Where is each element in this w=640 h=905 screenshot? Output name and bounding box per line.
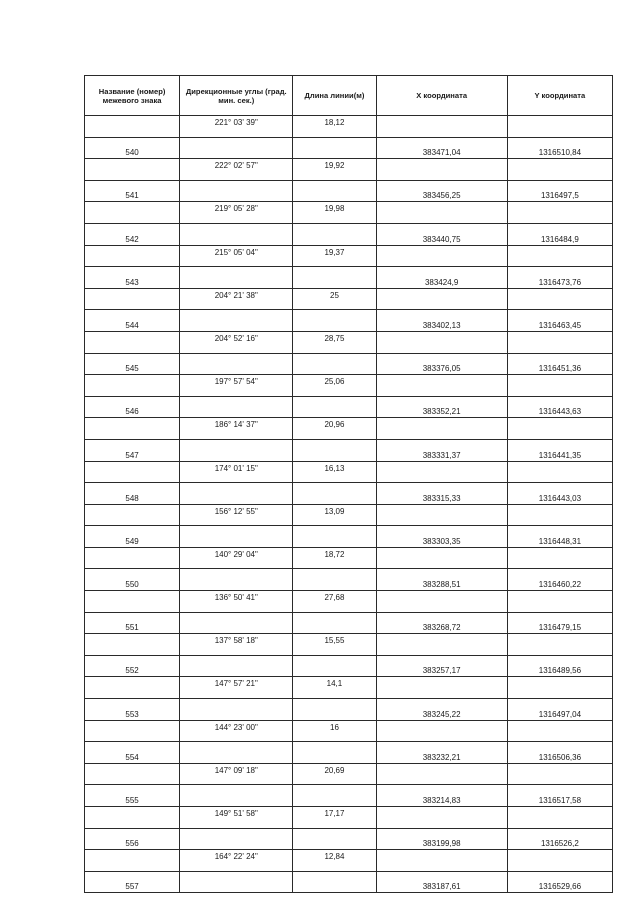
marker-name-cell: [85, 677, 180, 699]
direction-angle-cell: 219° 05' 28": [180, 202, 293, 224]
table-row: [85, 396, 613, 418]
table-row: [85, 159, 613, 181]
direction-angle-cell: 156° 12' 55": [180, 504, 293, 526]
table-row: [85, 116, 613, 138]
header-marker-name: Название (номер) межевого знака: [85, 76, 180, 116]
x-coordinate-cell: [376, 245, 507, 267]
direction-angle-cell: [180, 612, 293, 634]
x-coordinate-cell: 383331,37: [376, 439, 507, 461]
marker-name-cell: 549: [85, 526, 180, 548]
direction-angle-cell: [180, 699, 293, 721]
y-coordinate-cell: 1316441,35: [507, 439, 612, 461]
line-length-cell: [293, 569, 376, 591]
marker-name-cell: 548: [85, 483, 180, 505]
y-coordinate-cell: 1316460,22: [507, 569, 612, 591]
line-length-cell: 19,98: [293, 202, 376, 224]
marker-name-cell: 556: [85, 828, 180, 850]
x-coordinate-cell: 383424,9: [376, 267, 507, 289]
table-row: [85, 245, 613, 267]
marker-name-cell: 545: [85, 353, 180, 375]
marker-name-cell: 554: [85, 742, 180, 764]
x-coordinate-cell: [376, 331, 507, 353]
y-coordinate-cell: [507, 116, 612, 138]
direction-angle-cell: 149° 51' 58": [180, 807, 293, 829]
header-y-coordinate: Y координата: [507, 76, 612, 116]
direction-angle-cell: [180, 785, 293, 807]
x-coordinate-cell: 383288,51: [376, 569, 507, 591]
marker-name-cell: 546: [85, 396, 180, 418]
y-coordinate-cell: [507, 504, 612, 526]
table-row: [85, 612, 613, 634]
y-coordinate-cell: 1316497,04: [507, 699, 612, 721]
line-length-cell: [293, 223, 376, 245]
line-length-cell: [293, 871, 376, 893]
x-coordinate-cell: 383303,35: [376, 526, 507, 548]
x-coordinate-cell: [376, 116, 507, 138]
x-coordinate-cell: 383352,21: [376, 396, 507, 418]
x-coordinate-cell: [376, 634, 507, 656]
table-row: [85, 699, 613, 721]
table-row: [85, 504, 613, 526]
y-coordinate-cell: 1316517,58: [507, 785, 612, 807]
direction-angle-cell: 204° 52' 16": [180, 331, 293, 353]
marker-name-cell: [85, 807, 180, 829]
x-coordinate-cell: 383199,98: [376, 828, 507, 850]
x-coordinate-cell: 383268,72: [376, 612, 507, 634]
marker-name-cell: 551: [85, 612, 180, 634]
marker-name-cell: 542: [85, 223, 180, 245]
table-row: [85, 742, 613, 764]
table-row: [85, 331, 613, 353]
marker-name-cell: [85, 375, 180, 397]
marker-name-cell: [85, 634, 180, 656]
line-length-cell: 13,09: [293, 504, 376, 526]
y-coordinate-cell: [507, 591, 612, 613]
direction-angle-cell: [180, 137, 293, 159]
direction-angle-cell: [180, 483, 293, 505]
direction-angle-cell: 222° 02' 57": [180, 159, 293, 181]
boundary-coordinates-table: [84, 75, 613, 893]
y-coordinate-cell: 1316473,76: [507, 267, 612, 289]
y-coordinate-cell: [507, 850, 612, 872]
x-coordinate-cell: [376, 850, 507, 872]
marker-name-cell: [85, 418, 180, 440]
table-row: [85, 634, 613, 656]
direction-angle-cell: 174° 01' 15": [180, 461, 293, 483]
marker-name-cell: [85, 504, 180, 526]
x-coordinate-cell: [376, 461, 507, 483]
line-length-cell: [293, 310, 376, 332]
line-length-cell: 25: [293, 288, 376, 310]
direction-angle-cell: 204° 21' 38": [180, 288, 293, 310]
direction-angle-cell: 140° 29' 04": [180, 547, 293, 569]
x-coordinate-cell: [376, 418, 507, 440]
marker-name-cell: [85, 720, 180, 742]
table-body: [85, 116, 613, 893]
x-coordinate-cell: 383440,75: [376, 223, 507, 245]
table-header-row: [85, 76, 613, 116]
table-row: [85, 202, 613, 224]
y-coordinate-cell: 1316529,66: [507, 871, 612, 893]
line-length-cell: [293, 353, 376, 375]
table-row: [85, 569, 613, 591]
direction-angle-cell: 215° 05' 04": [180, 245, 293, 267]
line-length-cell: 15,55: [293, 634, 376, 656]
direction-angle-cell: [180, 439, 293, 461]
direction-angle-cell: [180, 871, 293, 893]
y-coordinate-cell: 1316497,5: [507, 180, 612, 202]
marker-name-cell: 557: [85, 871, 180, 893]
x-coordinate-cell: 383257,17: [376, 655, 507, 677]
direction-angle-cell: 144° 23' 00": [180, 720, 293, 742]
marker-name-cell: [85, 547, 180, 569]
table-row: [85, 310, 613, 332]
y-coordinate-cell: 1316451,36: [507, 353, 612, 375]
line-length-cell: [293, 267, 376, 289]
x-coordinate-cell: 383376,05: [376, 353, 507, 375]
y-coordinate-cell: [507, 634, 612, 656]
marker-name-cell: 544: [85, 310, 180, 332]
y-coordinate-cell: 1316526,2: [507, 828, 612, 850]
y-coordinate-cell: [507, 288, 612, 310]
line-length-cell: 25,06: [293, 375, 376, 397]
x-coordinate-cell: 383402,13: [376, 310, 507, 332]
marker-name-cell: [85, 116, 180, 138]
y-coordinate-cell: 1316463,45: [507, 310, 612, 332]
y-coordinate-cell: [507, 418, 612, 440]
line-length-cell: 17,17: [293, 807, 376, 829]
line-length-cell: [293, 526, 376, 548]
direction-angle-cell: [180, 655, 293, 677]
line-length-cell: 27,68: [293, 591, 376, 613]
marker-name-cell: [85, 850, 180, 872]
y-coordinate-cell: [507, 202, 612, 224]
table-row: [85, 807, 613, 829]
direction-angle-cell: 147° 57' 21": [180, 677, 293, 699]
x-coordinate-cell: [376, 591, 507, 613]
direction-angle-cell: [180, 267, 293, 289]
table-row: [85, 785, 613, 807]
line-length-cell: 20,69: [293, 763, 376, 785]
x-coordinate-cell: 383245,22: [376, 699, 507, 721]
y-coordinate-cell: 1316479,15: [507, 612, 612, 634]
direction-angle-cell: 197° 57' 54": [180, 375, 293, 397]
table-row: [85, 461, 613, 483]
table-row: [85, 763, 613, 785]
y-coordinate-cell: [507, 331, 612, 353]
marker-name-cell: 547: [85, 439, 180, 461]
line-length-cell: [293, 137, 376, 159]
marker-name-cell: [85, 159, 180, 181]
y-coordinate-cell: [507, 461, 612, 483]
x-coordinate-cell: 383456,25: [376, 180, 507, 202]
line-length-cell: [293, 699, 376, 721]
x-coordinate-cell: [376, 807, 507, 829]
table-row: [85, 483, 613, 505]
direction-angle-cell: 147° 09' 18": [180, 763, 293, 785]
direction-angle-cell: [180, 742, 293, 764]
direction-angle-cell: [180, 569, 293, 591]
table-row: [85, 850, 613, 872]
direction-angle-cell: [180, 828, 293, 850]
y-coordinate-cell: [507, 807, 612, 829]
y-coordinate-cell: [507, 677, 612, 699]
direction-angle-cell: [180, 353, 293, 375]
table-row: [85, 137, 613, 159]
line-length-cell: 19,37: [293, 245, 376, 267]
direction-angle-cell: 221° 03' 39": [180, 116, 293, 138]
table-row: [85, 871, 613, 893]
line-length-cell: [293, 180, 376, 202]
x-coordinate-cell: [376, 202, 507, 224]
y-coordinate-cell: [507, 720, 612, 742]
table-row: [85, 375, 613, 397]
direction-angle-cell: [180, 396, 293, 418]
line-length-cell: [293, 396, 376, 418]
line-length-cell: 16: [293, 720, 376, 742]
header-x-coordinate: X координата: [376, 76, 507, 116]
y-coordinate-cell: 1316506,36: [507, 742, 612, 764]
table-row: [85, 439, 613, 461]
marker-name-cell: 543: [85, 267, 180, 289]
line-length-cell: [293, 742, 376, 764]
line-length-cell: 28,75: [293, 331, 376, 353]
line-length-cell: [293, 483, 376, 505]
x-coordinate-cell: [376, 763, 507, 785]
direction-angle-cell: 164° 22' 24": [180, 850, 293, 872]
marker-name-cell: 541: [85, 180, 180, 202]
line-length-cell: 20,96: [293, 418, 376, 440]
x-coordinate-cell: [376, 720, 507, 742]
x-coordinate-cell: [376, 677, 507, 699]
y-coordinate-cell: [507, 245, 612, 267]
line-length-cell: 18,12: [293, 116, 376, 138]
line-length-cell: [293, 612, 376, 634]
x-coordinate-cell: 383315,33: [376, 483, 507, 505]
table-row: [85, 223, 613, 245]
direction-angle-cell: [180, 526, 293, 548]
y-coordinate-cell: 1316448,31: [507, 526, 612, 548]
line-length-cell: 18,72: [293, 547, 376, 569]
x-coordinate-cell: [376, 504, 507, 526]
table-row: [85, 526, 613, 548]
x-coordinate-cell: 383214,83: [376, 785, 507, 807]
table-row: [85, 547, 613, 569]
marker-name-cell: 552: [85, 655, 180, 677]
table-row: [85, 418, 613, 440]
line-length-cell: 12,84: [293, 850, 376, 872]
line-length-cell: 19,92: [293, 159, 376, 181]
x-coordinate-cell: [376, 288, 507, 310]
y-coordinate-cell: 1316484,9: [507, 223, 612, 245]
line-length-cell: [293, 785, 376, 807]
table-row: [85, 655, 613, 677]
y-coordinate-cell: [507, 159, 612, 181]
direction-angle-cell: 136° 50' 41": [180, 591, 293, 613]
table-row: [85, 267, 613, 289]
x-coordinate-cell: 383471,04: [376, 137, 507, 159]
y-coordinate-cell: 1316489,56: [507, 655, 612, 677]
marker-name-cell: [85, 763, 180, 785]
table-row: [85, 677, 613, 699]
marker-name-cell: [85, 591, 180, 613]
y-coordinate-cell: 1316510,84: [507, 137, 612, 159]
y-coordinate-cell: 1316443,03: [507, 483, 612, 505]
table-row: [85, 828, 613, 850]
x-coordinate-cell: 383187,61: [376, 871, 507, 893]
marker-name-cell: [85, 461, 180, 483]
y-coordinate-cell: 1316443,63: [507, 396, 612, 418]
table-row: [85, 720, 613, 742]
table-row: [85, 353, 613, 375]
header-direction-angle: Дирекционные углы (град. мин. сек.): [180, 76, 293, 116]
line-length-cell: [293, 439, 376, 461]
direction-angle-cell: [180, 180, 293, 202]
marker-name-cell: [85, 288, 180, 310]
marker-name-cell: [85, 202, 180, 224]
x-coordinate-cell: 383232,21: [376, 742, 507, 764]
direction-angle-cell: 137° 58' 18": [180, 634, 293, 656]
marker-name-cell: 555: [85, 785, 180, 807]
x-coordinate-cell: [376, 547, 507, 569]
marker-name-cell: [85, 331, 180, 353]
marker-name-cell: 550: [85, 569, 180, 591]
marker-name-cell: 540: [85, 137, 180, 159]
table-row: [85, 288, 613, 310]
line-length-cell: [293, 655, 376, 677]
direction-angle-cell: [180, 310, 293, 332]
marker-name-cell: [85, 245, 180, 267]
direction-angle-cell: 186° 14' 37": [180, 418, 293, 440]
x-coordinate-cell: [376, 375, 507, 397]
y-coordinate-cell: [507, 375, 612, 397]
marker-name-cell: 553: [85, 699, 180, 721]
line-length-cell: 16,13: [293, 461, 376, 483]
table-row: [85, 591, 613, 613]
y-coordinate-cell: [507, 547, 612, 569]
table-row: [85, 180, 613, 202]
x-coordinate-cell: [376, 159, 507, 181]
header-line-length: Длина линии(м): [293, 76, 376, 116]
line-length-cell: [293, 828, 376, 850]
direction-angle-cell: [180, 223, 293, 245]
y-coordinate-cell: [507, 763, 612, 785]
line-length-cell: 14,1: [293, 677, 376, 699]
